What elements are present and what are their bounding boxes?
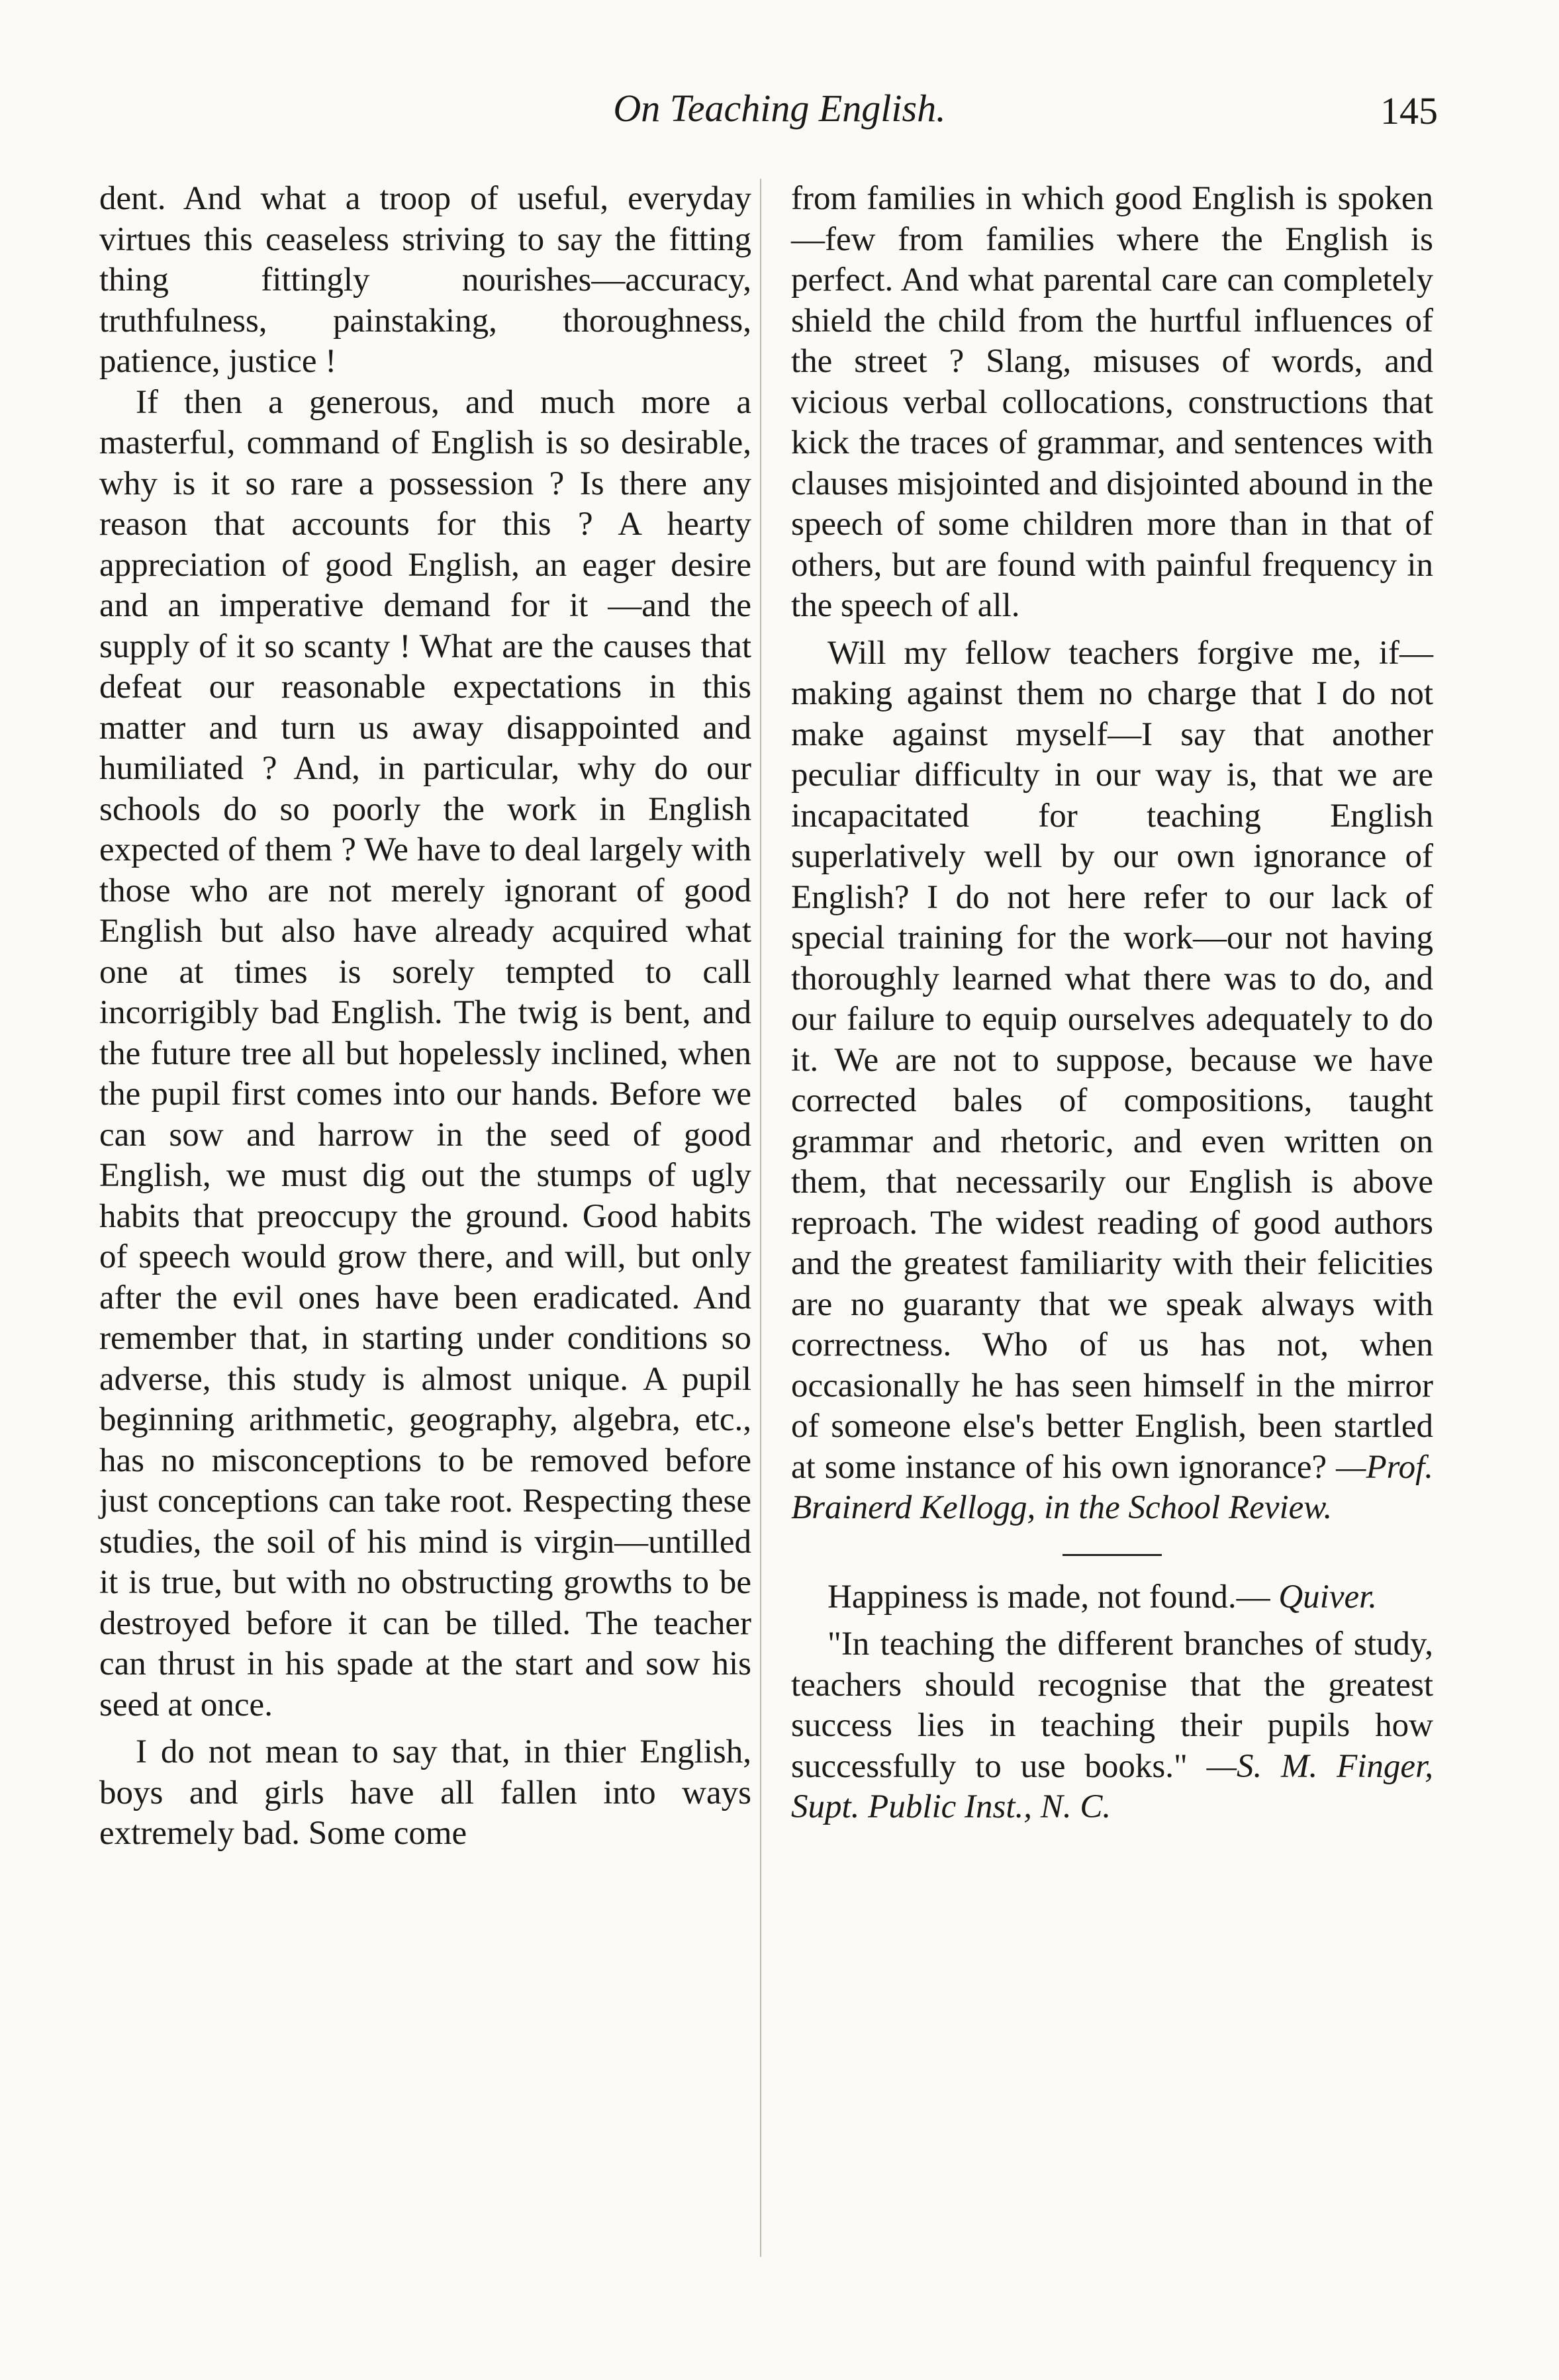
quote-happiness	[791, 1577, 1433, 1618]
running-title: On Teaching English.	[613, 87, 946, 130]
left-paragraph-2: If then a generous, and much more a masterful, command of English is so desirable, why is it so rare a possession ? Is there any reason that accounts for this ? A hearty appreciation of good English, an eager desire and an imperative demand for it —and the supply of it so scanty ! What are the causes that defeat our reasonable expectations in this matter and turn us away disappointed and humiliated ? And, in particular, why do our schools do so poorly the work in English expected of them ? We have to deal largely with those who are not merely ignorant of good English but also have already acquired what one at times is sorely tempted to call incorrigibly bad English. The twig is bent, and the future tree all but hopelessly inclined, when the pupil first comes into our hands. Before we can sow and harrow in the seed of good English, we must dig out the stumps of ugly habits that preoccupy the ground. Good habits of speech would grow there, and will, but only after the evil ones have been eradicated. And remember that, in starting under conditions so adverse, this study is almost unique. A pupil beginning arithmetic, geography, algebra, etc., has no misconceptions to be removed before just conceptions can take root. Respecting these studies, the soil of his mind is virgin—untilled it is true, but with no obstructing growths to be destroyed before it can be tilled. The teacher can thrust in his spade at the start and sow his seed at once.	[99, 383, 751, 1723]
article-attribution: —Prof. Brainerd Kellogg, in the School Review.	[791, 1448, 1433, 1526]
paragraph-gap	[791, 627, 1433, 633]
section-rule	[1063, 1554, 1162, 1556]
paragraph-gap	[99, 1725, 751, 1732]
right-column	[791, 179, 1433, 1828]
quote-happiness-source: Quiver.	[1278, 1578, 1378, 1616]
right-paragraph-2	[791, 633, 1433, 1529]
quote-teaching	[791, 1624, 1433, 1828]
left-paragraph-3: I do not mean to say that, in thier English, boys and girls have all fallen into ways extremely bad. Some come	[99, 1733, 751, 1852]
column-divider	[760, 179, 761, 2257]
quote-happiness-text: Happiness is made, not found.—	[827, 1578, 1270, 1616]
quote-teaching-source: —S. M. Finger, Supt. Public Inst., N. C.	[791, 1747, 1434, 1825]
left-paragraph-1: dent. And what a troop of useful, everyday virtues this ceaseless striving to say the fitting thing fittingly nourishes—accuracy, truthfulness, painstaking, thoroughness, patience, justice !	[99, 180, 751, 380]
right-paragraph-2-text: Will my fellow teachers forgive me, if—making against them no charge that I do not make against myself—I say that another peculiar difficulty in our way is, that we are incapacitated for teaching English superlatively well by our own ignorance of English? I do not here refer to our lack of special training for the work—our not having thoroughly learned what there was to do, and our failure to equip ourselves adequately to do it. We are not to suppose, because we have corrected bales of compositions, taught grammar and rhetoric, and even written on them, that necessarily our English is above reproach. The widest reading of good authors and the greatest familiarity with their felicities are no guaranty that we speak always with correctness. Who of us has not, when occasionally he has seen himself in the mirror of someone else's better English, been startled at some instance of his own ignorance?	[791, 634, 1433, 1486]
right-paragraph-1: from families in which good English is spoken—few from families where the English is perfect. And what parental care can completely shield the child from the hurtful influences of the street ? Slang, misuses of words, and vicious verbal collocations, constructions that kick the traces of grammar, and sentences with clauses misjointed and disjointed abound in the speech of some children more than in that of others, but are found with painful frequency in the speech of all.	[791, 180, 1433, 624]
page-header	[0, 86, 1559, 139]
paragraph-gap	[791, 1618, 1433, 1624]
left-column	[99, 179, 751, 1854]
quote-teaching-text: "In teaching the different branches of study, teachers should recognise that the greatest success lies in teaching their pupils how successfully to use books."	[791, 1625, 1433, 1785]
page-number: 145	[1380, 89, 1438, 132]
